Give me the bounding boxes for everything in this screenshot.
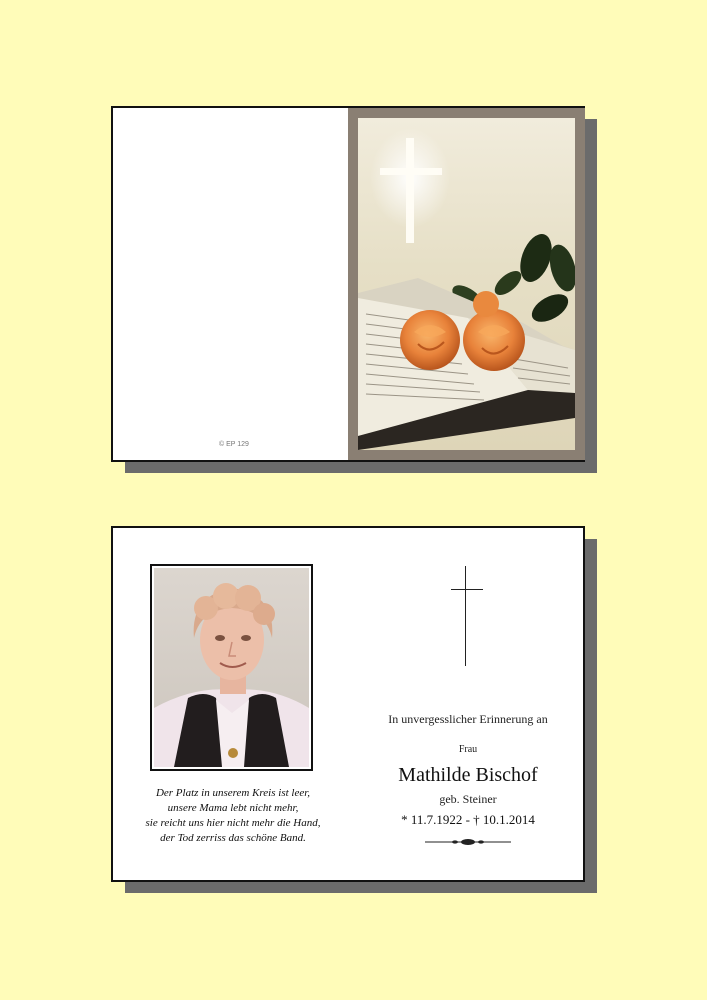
verse-line: sie reicht uns hier nicht mehr die Hand,: [145, 817, 321, 829]
front-card: [111, 106, 585, 462]
cover-image-frame: [348, 108, 585, 460]
copyright-text: © EP 129: [219, 441, 249, 448]
cover-illustration: [358, 118, 575, 450]
verse-line: unsere Mama lebt nicht mehr,: [167, 802, 299, 814]
portrait-illustration: [154, 568, 309, 767]
inner-card: [111, 526, 585, 882]
honorific: Frau: [458, 744, 478, 755]
memory-line: In unvergesslicher Erinnerung an: [388, 712, 548, 726]
cross-icon: [370, 128, 450, 243]
life-dates: * 11.7.1922 - † 10.1.2014: [401, 812, 535, 827]
portrait-frame: [150, 564, 313, 771]
cross-icon-bar: [451, 589, 483, 590]
memorial-verse: [123, 786, 343, 846]
deceased-name: Mathilde Bischof: [398, 764, 538, 786]
verse-line: der Tod zerriss das schöne Band.: [160, 832, 306, 844]
portrait-photo: [154, 568, 309, 767]
cover-image: [358, 118, 575, 450]
cross-icon: [465, 566, 466, 666]
ornament-divider-icon: [425, 837, 511, 847]
verse-line: Der Platz in unserem Kreis ist leer,: [155, 787, 311, 799]
maiden-name: geb. Steiner: [439, 792, 497, 806]
